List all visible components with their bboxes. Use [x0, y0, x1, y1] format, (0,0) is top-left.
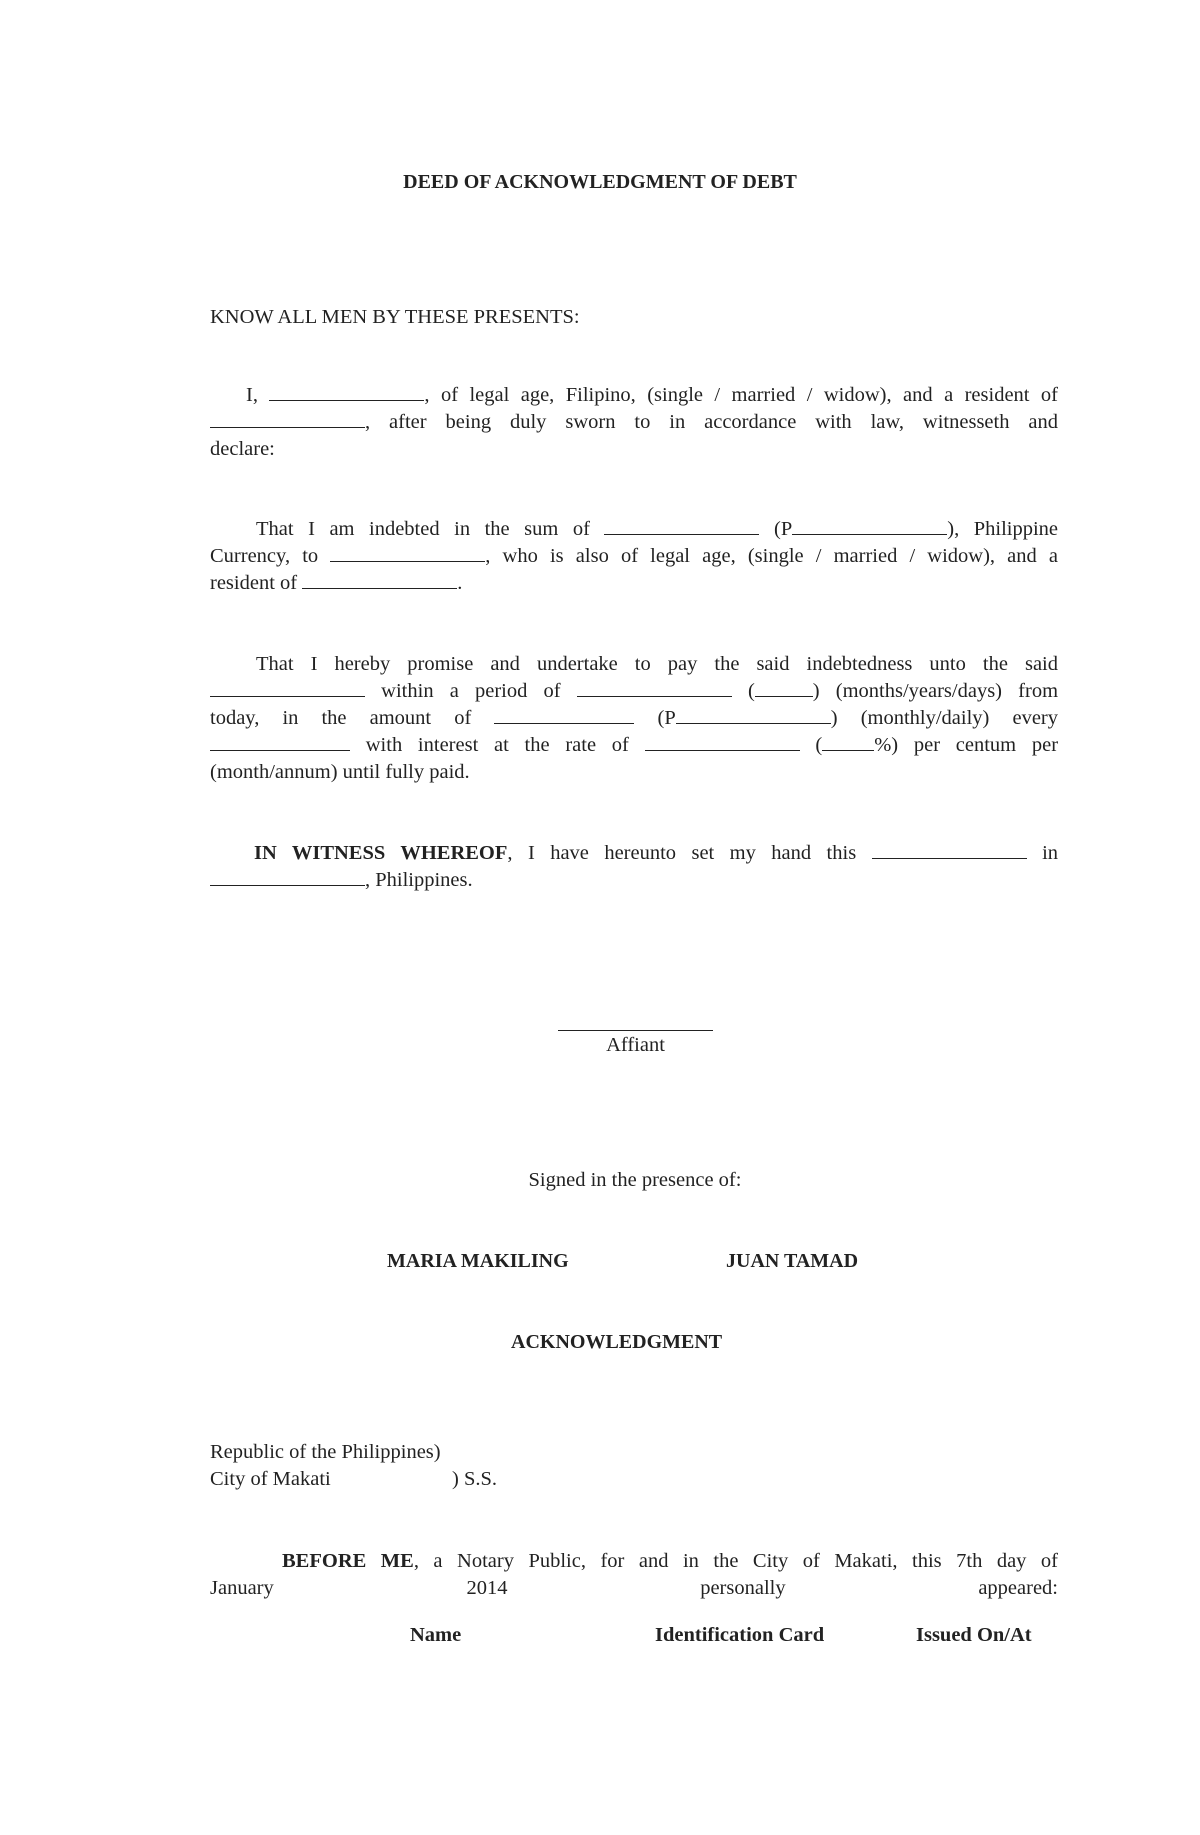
paragraph-before-me [210, 1548, 1058, 1602]
header-name: Name [410, 1624, 462, 1646]
p5-line-2: January 2014 personally appeared: [210, 1577, 1058, 1599]
schedule-blank [210, 732, 350, 751]
amount-figures-blank [676, 705, 831, 724]
name-blank [269, 382, 424, 401]
period-figures-blank [755, 678, 813, 697]
p2-line-3: resident of . [210, 572, 463, 594]
witness-1: MARIA MAKILING [387, 1250, 569, 1272]
p3-line-2: within a period of ( ) (months/years/days) from [210, 678, 1058, 705]
document-title: DEED OF ACKNOWLEDGMENT OF DEBT [403, 171, 797, 193]
venue-line-2: City of Makati [210, 1468, 331, 1490]
affiant-label: Affiant [606, 1034, 665, 1056]
p4-line-1: IN WITNESS WHEREOF, I have hereunto set my hand this in [254, 842, 1059, 864]
p1-line-3: declare: [210, 438, 275, 460]
date-blank [872, 840, 1027, 859]
salutation: KNOW ALL MEN BY THESE PRESENTS: [210, 306, 580, 328]
p3-line-3: today, in the amount of (P ) (monthly/daily) every [210, 707, 1058, 729]
witness-2: JUAN TAMAD [726, 1250, 859, 1272]
affiant-signature-line [558, 1030, 713, 1031]
residence-blank [210, 409, 365, 428]
p1-line-1: I, , of legal age, Filipino, (single / married / widow), and a resident of [246, 384, 1058, 406]
place-blank [210, 867, 365, 886]
payee-blank [210, 678, 365, 697]
p2-line-2: Currency, to , who is also of legal age, (single / married / widow), and a [210, 545, 1059, 567]
p5-line-1: BEFORE ME, a Notary Public, for and in the City of Makati, this 7th day of [282, 1550, 1058, 1572]
p3-line-4: with interest at the rate of ( %) per centum per [210, 732, 1058, 759]
period-words-blank [577, 678, 732, 697]
paragraph-indebted [210, 516, 1058, 597]
header-issued: Issued On/At [916, 1624, 1032, 1646]
paragraph-witness [210, 840, 1058, 894]
p2-line-1: That I am indebted in the sum of (P ), Philippine [256, 518, 1059, 540]
creditor-blank [330, 543, 485, 562]
presence-line: Signed in the presence of: [528, 1169, 742, 1191]
p3-line-5: (month/annum) until fully paid. [210, 761, 470, 783]
p4-line-2: , Philippines. [210, 867, 1058, 894]
amount-words-blank [494, 705, 634, 724]
venue-line-1: Republic of the Philippines) [210, 1441, 441, 1463]
rate-words-blank [645, 732, 800, 751]
creditor-residence-blank [302, 570, 457, 589]
rate-figures-blank [822, 732, 874, 751]
header-id-card: Identification Card [655, 1624, 825, 1646]
p1-line-2: , after being duly sworn to in accordance with law, witnesseth and [210, 409, 1058, 436]
paragraph-declarant [210, 382, 1058, 463]
sum-words-blank [604, 516, 759, 535]
sum-figures-blank [792, 516, 947, 535]
paragraph-promise [210, 651, 1058, 786]
p3-line-1: That I hereby promise and undertake to pay the said indebtedness unto the said [256, 653, 1058, 675]
acknowledgment-title: ACKNOWLEDGMENT [511, 1331, 723, 1353]
venue-ss: ) S.S. [452, 1468, 498, 1490]
